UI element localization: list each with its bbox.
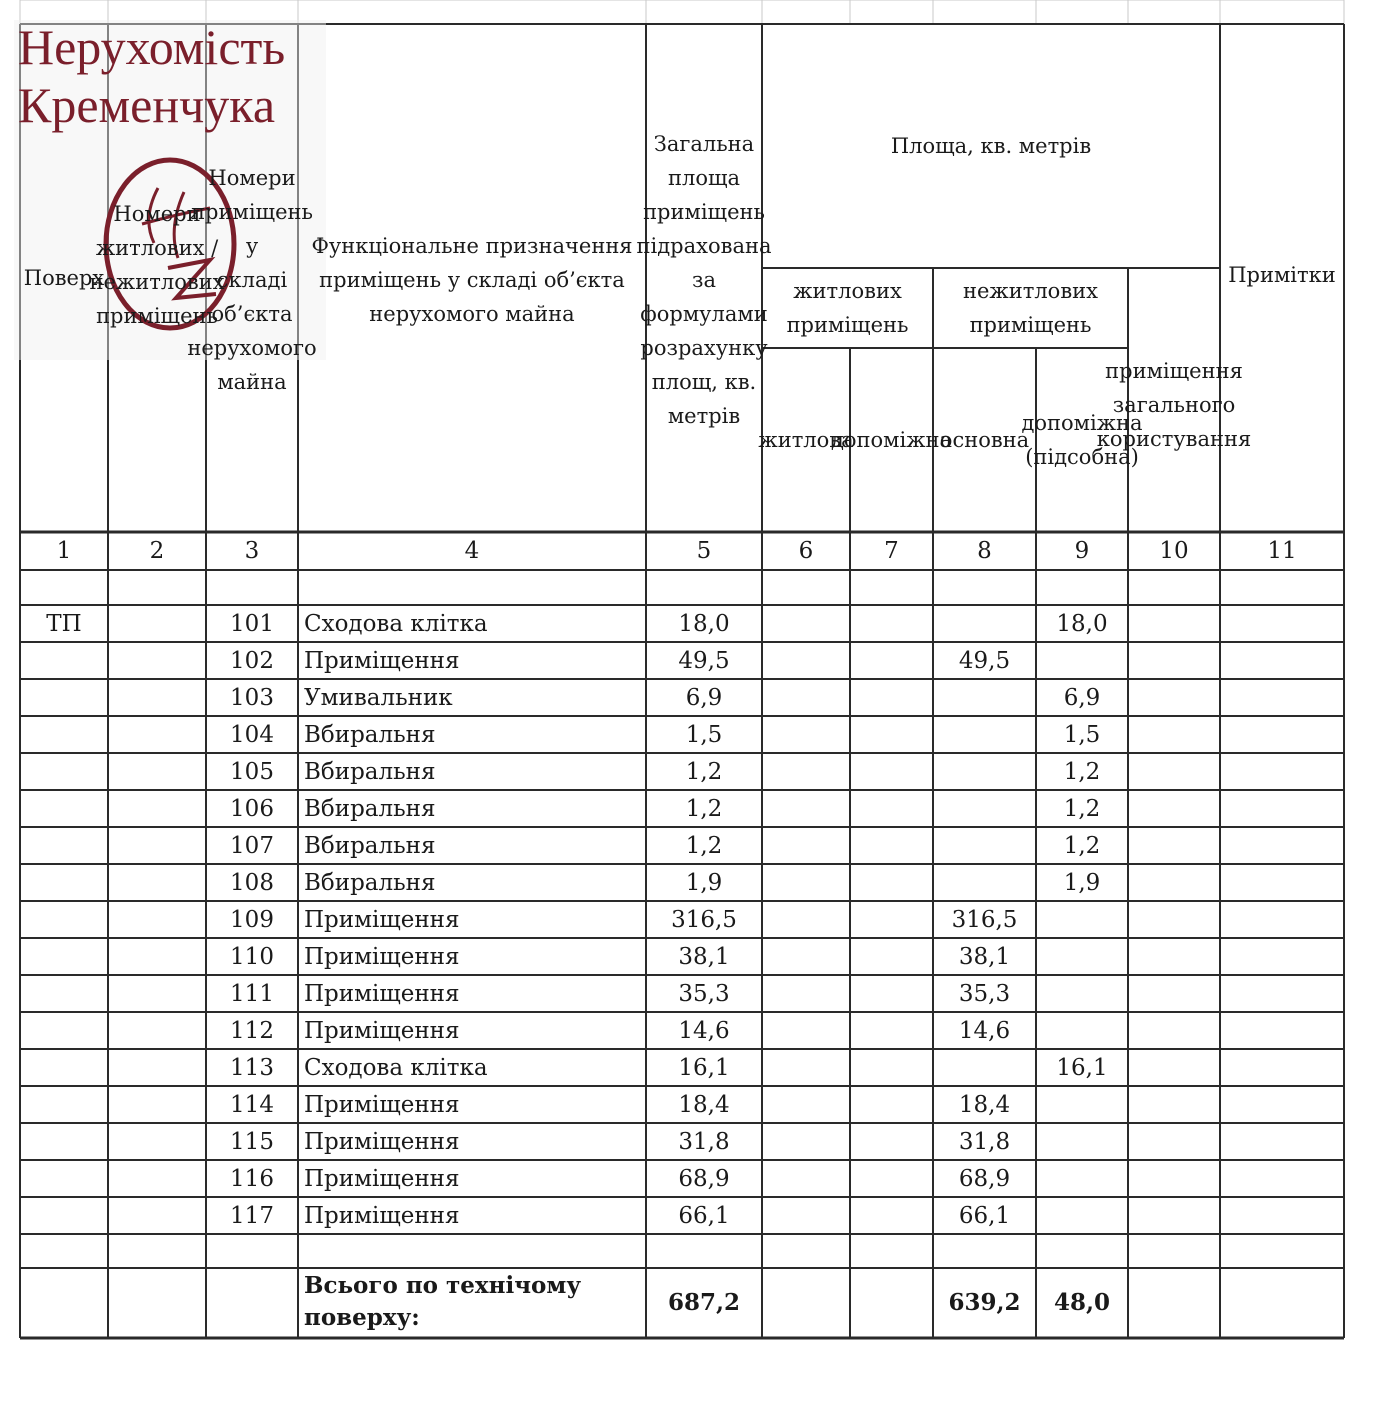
logo-line-1: Нерухомість: [18, 19, 286, 75]
cell-total-area: 14,6: [678, 1018, 730, 1044]
cell-room-number: 114: [230, 1092, 274, 1118]
column-number: 10: [1159, 538, 1189, 564]
column-number: 4: [464, 538, 480, 564]
cell-main-area: 31,8: [958, 1129, 1011, 1155]
header-text-line: (підсобна): [1025, 445, 1139, 469]
cell-room-function: Умивальник: [304, 685, 453, 711]
header-text-line: загального: [1112, 393, 1236, 417]
cell-total-area: 68,9: [678, 1166, 730, 1192]
cell-total-area: 1,2: [685, 759, 723, 785]
header-function: [298, 200, 646, 360]
header-text-line: допоміжна: [1021, 411, 1143, 435]
total-area: 687,2: [667, 1289, 741, 1316]
header-text-line: житлових: [793, 279, 902, 303]
cell-main-area: [933, 606, 1036, 642]
cell-total-area: 1,2: [685, 833, 723, 859]
cell-main-area: 66,1: [958, 1203, 1011, 1229]
cell-room-function: Вбиральня: [304, 759, 436, 785]
cell-aux-area: 16,1: [1056, 1055, 1108, 1081]
cell-aux-area: 1,2: [1063, 796, 1101, 822]
header-text-line: нежитлових: [89, 270, 225, 294]
cell-main-area: 49,5: [958, 648, 1011, 674]
cell-room-number: 101: [230, 611, 274, 637]
column-number: 9: [1074, 538, 1090, 564]
cell-floor: [20, 902, 108, 938]
cell-aux-area: [1036, 1013, 1128, 1049]
cell-room-function: Приміщення: [304, 981, 460, 1007]
cell-aux-area: 1,5: [1063, 722, 1101, 748]
header-text-line: житлова: [758, 428, 854, 452]
header-text-line: формулами: [640, 302, 768, 326]
cell-total-area: 1,2: [685, 796, 723, 822]
cell-main-area: 35,3: [958, 981, 1011, 1007]
cell-floor: [20, 791, 108, 827]
cell-main-area: 14,6: [958, 1018, 1011, 1044]
cell-room-function: Вбиральня: [304, 870, 436, 896]
header-common-use: [1096, 350, 1252, 460]
cell-total-area: 31,8: [678, 1129, 730, 1155]
cell-floor: [20, 865, 108, 901]
header-text-line: метрів: [667, 404, 741, 428]
header-text-line: приміщень: [96, 304, 218, 328]
header-text-line: за: [692, 268, 716, 292]
header-text-line: користування: [1096, 427, 1252, 451]
cell-aux-area: 1,2: [1063, 759, 1101, 785]
cell-total-area: 16,1: [678, 1055, 730, 1081]
cell-main-area: [933, 680, 1036, 716]
header-area-group: [762, 24, 1220, 268]
cell-room-number: 106: [230, 796, 274, 822]
cell-main-area: [933, 791, 1036, 827]
cell-room-number: 116: [230, 1166, 274, 1192]
header-text-line: Функціональне призначення: [311, 234, 633, 258]
cell-room-number: 111: [230, 981, 274, 1007]
header-text-line: приміщень у складі об’єкта: [319, 268, 625, 292]
cell-floor: [20, 1124, 108, 1160]
column-number: 2: [149, 538, 165, 564]
cell-total-area: 6,9: [685, 685, 723, 711]
cell-room-number: 115: [230, 1129, 274, 1155]
cell-floor: [20, 643, 108, 679]
cell-main-area: [933, 717, 1036, 753]
cell-room-function: Приміщення: [304, 907, 460, 933]
cell-room-function: Вбиральня: [304, 796, 436, 822]
cell-main-area: [933, 828, 1036, 864]
cell-aux-area: [1036, 1124, 1128, 1160]
header-text-line: площа: [667, 166, 741, 190]
header-text-line: майна: [217, 370, 287, 394]
cell-floor: [20, 1198, 108, 1234]
column-number: 3: [244, 538, 260, 564]
header-text-line: об’єкта: [211, 302, 293, 326]
cell-floor: [20, 680, 108, 716]
cell-total-area: 49,5: [678, 648, 730, 674]
cell-main-area: 38,1: [958, 944, 1011, 970]
header-text-line: основна: [939, 428, 1030, 452]
column-number: 6: [798, 538, 814, 564]
header-object-room-numbers: [187, 150, 317, 410]
header-text-line: нерухомого: [187, 336, 317, 360]
header-text-line: Номери: [208, 166, 296, 190]
cell-floor: [20, 828, 108, 864]
header-text-line: Площа, кв. метрів: [890, 134, 1092, 158]
cell-total-area: 1,5: [685, 722, 723, 748]
cell-aux-area: [1036, 643, 1128, 679]
cell-floor: [20, 976, 108, 1012]
cell-room-function: Приміщення: [304, 1166, 460, 1192]
cell-room-function: Приміщення: [304, 1129, 460, 1155]
cell-room-number: 102: [230, 648, 274, 674]
header-text-line: нежитлових: [962, 279, 1098, 303]
cell-room-function: Сходова клітка: [304, 611, 488, 637]
header-total-area: [636, 110, 772, 450]
cell-aux-area: [1036, 976, 1128, 1012]
cell-main-area: 68,9: [958, 1166, 1011, 1192]
cell-total-area: 38,1: [678, 944, 730, 970]
cell-room-number: 104: [230, 722, 274, 748]
header-text-line: житлових /: [95, 236, 219, 260]
column-number: 11: [1267, 538, 1297, 564]
total-label: [298, 1270, 646, 1336]
header-text-line: Номери: [113, 202, 201, 226]
header-text-line: складі: [216, 268, 288, 292]
total-aux-area: 48,0: [1053, 1289, 1111, 1316]
cell-floor: [20, 717, 108, 753]
header-text-line: нерухомого майна: [369, 302, 575, 326]
cell-floor: ТП: [46, 611, 82, 637]
cell-room-number: 105: [230, 759, 274, 785]
cell-floor: [20, 1013, 108, 1049]
total-label-line: поверху:: [304, 1304, 420, 1331]
column-number: 1: [56, 538, 72, 564]
header-text-line: допоміжна: [830, 428, 953, 452]
cell-room-number: 109: [230, 907, 274, 933]
cell-total-area: 35,3: [678, 981, 730, 1007]
cell-main-area: 18,4: [958, 1092, 1011, 1118]
header-text-line: приміщень: [786, 313, 909, 337]
header-text-line: у: [245, 234, 259, 258]
header-text-line: Примітки: [1228, 263, 1336, 287]
header-notes: [1220, 240, 1344, 310]
header-text-line: приміщень: [643, 200, 765, 224]
cell-aux-area: 6,9: [1063, 685, 1101, 711]
cell-main-area: [933, 1050, 1036, 1086]
header-text-line: приміщень: [191, 200, 313, 224]
cell-room-number: 110: [230, 944, 274, 970]
cell-aux-area: [1036, 1198, 1128, 1234]
cell-room-number: 103: [230, 685, 274, 711]
cell-room-function: Приміщення: [304, 944, 460, 970]
cell-aux-area: 1,9: [1063, 870, 1101, 896]
total-main-area: 639,2: [948, 1289, 1021, 1316]
cell-total-area: 18,4: [678, 1092, 730, 1118]
column-number: 7: [884, 538, 899, 564]
cell-floor: [20, 754, 108, 790]
cell-room-function: Приміщення: [304, 648, 460, 674]
cell-room-function: Приміщення: [304, 1203, 460, 1229]
cell-floor: [20, 1050, 108, 1086]
cell-aux-area: 1,2: [1063, 833, 1101, 859]
cell-floor: [20, 1161, 108, 1197]
header-text-line: Загальна: [653, 132, 755, 156]
header-residential-aux: [830, 400, 953, 480]
cell-room-number: 113: [230, 1055, 274, 1081]
cell-room-number: 117: [230, 1203, 274, 1229]
header-text-line: Поверх: [23, 266, 105, 290]
cell-aux-area: [1036, 1087, 1128, 1123]
cell-room-function: Приміщення: [304, 1092, 460, 1118]
header-nonresidential-group: [933, 268, 1128, 348]
cell-room-number: 107: [230, 833, 274, 859]
cell-room-function: Вбиральня: [304, 722, 436, 748]
cell-aux-area: 18,0: [1056, 611, 1108, 637]
cell-floor: [20, 939, 108, 975]
column-number: 8: [977, 538, 992, 564]
cell-room-function: Сходова клітка: [304, 1055, 488, 1081]
cell-aux-area: [1036, 1161, 1128, 1197]
logo-line-2: Кременчука: [18, 77, 276, 133]
header-text-line: приміщень: [969, 313, 1092, 337]
header-text-line: приміщення: [1105, 359, 1243, 383]
cell-main-area: [933, 865, 1036, 901]
cell-room-number: 108: [230, 870, 274, 896]
cell-aux-area: [1036, 902, 1128, 938]
header-text-line: розрахунку: [640, 336, 768, 360]
column-number: 5: [696, 538, 712, 564]
cell-total-area: 18,0: [678, 611, 730, 637]
cell-main-area: [933, 754, 1036, 790]
total-label-line: Всього по технічому: [304, 1272, 582, 1299]
cell-total-area: 66,1: [678, 1203, 730, 1229]
header-residential-group: [762, 268, 933, 348]
cell-total-area: 316,5: [671, 907, 737, 933]
cell-floor: [20, 1087, 108, 1123]
cell-aux-area: [1036, 939, 1128, 975]
header-text-line: підрахована: [636, 234, 772, 258]
cell-room-number: 112: [230, 1018, 274, 1044]
header-text-line: площ, кв.: [651, 370, 757, 394]
cell-room-function: Вбиральня: [304, 833, 436, 859]
cell-main-area: 316,5: [951, 907, 1018, 933]
cell-room-function: Приміщення: [304, 1018, 460, 1044]
cell-total-area: 1,9: [685, 870, 723, 896]
